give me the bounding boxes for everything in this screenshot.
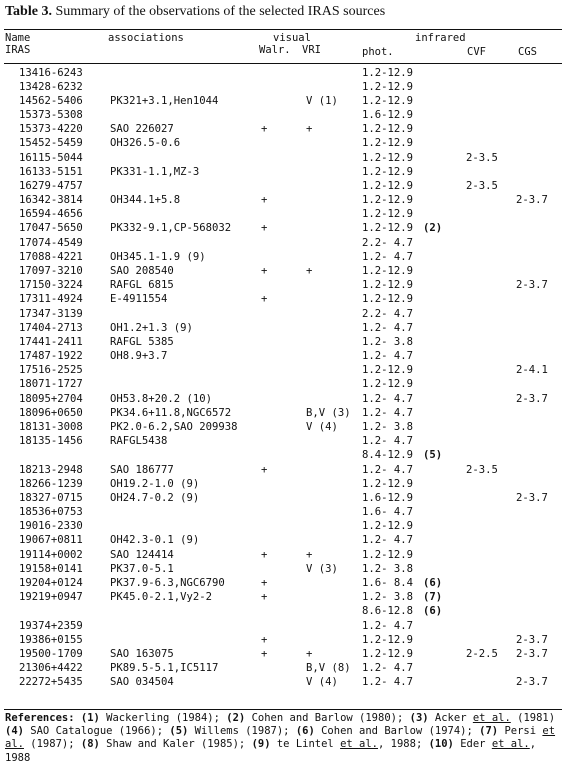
cell-assoc: PK2.0-6.2,SAO 209938: [110, 421, 238, 433]
cell-iras: 17441-2411: [19, 335, 83, 348]
cell-phot: 1.2-12.9: [362, 647, 414, 660]
cell-assoc: SAO 163075: [110, 647, 174, 660]
table-row: [0, 620, 570, 634]
cell-walr: +: [261, 463, 268, 476]
cell-vri: B,V (8): [306, 662, 351, 675]
cell-note: (6): [423, 605, 443, 618]
cell-phot: 1.2-12.9: [362, 66, 414, 79]
table-row: [0, 676, 570, 690]
table-row: [0, 265, 570, 279]
reference-number: (7): [479, 725, 499, 738]
cell-phot: 1.2- 4.7: [362, 534, 414, 547]
cell-cgs: 2-3.7: [516, 279, 548, 292]
cell-iras: 15373-5308: [19, 109, 83, 122]
cell-iras: 13416-6243: [19, 66, 83, 79]
cell-iras: 19386+0155: [19, 633, 83, 646]
cell-cgs: 2-3.7: [516, 392, 548, 405]
table-row: [0, 279, 570, 293]
cell-note: (2): [423, 222, 443, 235]
cell-walr: +: [261, 265, 268, 278]
cell-walr: +: [261, 222, 268, 235]
table-row: [0, 123, 570, 137]
cell-iras: 17097-3210: [19, 265, 83, 278]
cell-iras: 16279-4757: [19, 179, 83, 192]
reference-number: (2): [226, 712, 246, 724]
cell-cgs: 2-3.7: [516, 633, 548, 646]
cell-iras: 18095+2704: [19, 392, 83, 405]
cell-iras: 15452-5459: [19, 137, 83, 150]
table-row: [0, 563, 570, 577]
cell-iras: 19374+2359: [19, 619, 83, 632]
cell-phot: 1.2- 3.8: [362, 421, 414, 433]
reference-text: et al.: [472, 712, 511, 724]
reference-number: (1): [80, 712, 100, 724]
cell-vri: +: [306, 647, 313, 660]
cell-cvf: 2-2.5: [466, 647, 498, 660]
reference-text: et al.: [491, 738, 530, 751]
cell-iras: 17074-4549: [19, 236, 83, 249]
cell-phot: 1.2- 4.7: [362, 406, 414, 419]
cell-cvf: 2-3.5: [466, 179, 498, 192]
cell-phot: 1.2-12.9: [362, 364, 414, 377]
reference-number: (4): [5, 725, 24, 738]
table-row: [0, 549, 570, 563]
cell-assoc: SAO 034504: [110, 676, 174, 689]
cell-iras: 16115-5044: [19, 151, 83, 164]
cell-phot: 1.2-12.9: [362, 279, 414, 292]
cell-assoc: PK331-1.1,MZ-3: [110, 165, 200, 178]
cell-phot: 1.2- 3.8: [362, 335, 414, 348]
cell-phot: 1.6-12.9: [362, 109, 414, 122]
reference-text: Wackerling (1984);: [99, 712, 227, 724]
cell-iras: 17487-1922: [19, 350, 83, 363]
table-row: [0, 194, 570, 208]
table-row: [0, 166, 570, 180]
cell-phot: 1.2-12.9: [362, 80, 414, 93]
cell-assoc: OH1.2+1.3 (9): [110, 321, 193, 334]
cell-phot: 1.2- 4.7: [362, 321, 414, 334]
cell-phot: 1.2- 4.7: [362, 662, 414, 675]
cell-vri: V (4): [306, 421, 338, 433]
cell-phot: 8.4-12.9: [362, 449, 414, 462]
cell-vri: V (4): [306, 676, 338, 689]
header-cvf: CVF: [467, 46, 486, 58]
cell-iras: 18096+0650: [19, 406, 83, 419]
cell-iras: 19016-2330: [19, 520, 83, 533]
cell-iras: 17404-2713: [19, 321, 83, 334]
table-row: [0, 137, 570, 151]
cell-phot: 2.2- 4.7: [362, 307, 414, 320]
table-row: [0, 421, 570, 435]
cell-iras: 18266-1239: [19, 477, 83, 490]
reference-text: te Lintel: [270, 738, 341, 751]
cell-iras: 21306+4422: [19, 662, 83, 675]
table-row: [0, 364, 570, 378]
cell-phot: 1.6- 8.4: [362, 576, 414, 589]
cell-assoc: OH53.8+20.2 (10): [110, 392, 213, 405]
cell-phot: 1.2- 4.7: [362, 676, 414, 689]
cell-vri: V (3): [306, 562, 338, 575]
table-row: [0, 237, 570, 251]
cell-vri: V (1): [306, 94, 338, 107]
cell-iras: 18071-1727: [19, 378, 83, 391]
cell-walr: +: [261, 647, 268, 660]
cell-assoc: SAO 186777: [110, 463, 174, 476]
top-rule: [4, 29, 562, 30]
cell-iras: 17516-2525: [19, 364, 83, 377]
cell-iras: 17150-3224: [19, 279, 83, 292]
table-row: [0, 152, 570, 166]
header-visual: visual: [273, 32, 311, 44]
cell-phot: 1.2-12.9: [362, 520, 414, 533]
cell-iras: 19204+0124: [19, 576, 83, 589]
cell-phot: 1.2-12.9: [362, 123, 414, 136]
cell-walr: +: [261, 293, 268, 306]
cell-cgs: 2-3.7: [516, 491, 548, 504]
table-row: [0, 634, 570, 648]
table-row: [0, 534, 570, 548]
cell-iras: 14562-5406: [19, 94, 83, 107]
cell-assoc: OH42.3-0.1 (9): [110, 534, 200, 547]
cell-assoc: PK37.0-5.1: [110, 562, 174, 575]
cell-phot: 1.2-12.9: [362, 208, 414, 221]
cell-iras: 19500-1709: [19, 647, 83, 660]
references-text: [5, 712, 555, 764]
cell-phot: 1.6- 4.7: [362, 506, 414, 519]
table-row: [0, 478, 570, 492]
cell-assoc: PK332-9.1,CP-568032: [110, 222, 232, 235]
table-row: [0, 208, 570, 222]
cell-iras: 13428-6232: [19, 80, 83, 93]
cell-phot: 1.2- 4.7: [362, 350, 414, 363]
table-caption: [5, 4, 385, 20]
header-associations: associations: [108, 32, 184, 44]
reference-text: , 1988: [5, 738, 537, 764]
cell-note: (7): [423, 591, 443, 604]
reference-text: Cohen and Barlow (1974);: [314, 725, 480, 738]
cell-iras: 19114+0002: [19, 548, 83, 561]
table-row: [0, 109, 570, 123]
cell-phot: 1.2-12.9: [362, 265, 414, 278]
cell-iras: 17347-3139: [19, 307, 83, 320]
cell-iras: 17311-4924: [19, 293, 83, 306]
reference-text: (1987);: [23, 738, 81, 751]
cell-assoc: SAO 226027: [110, 123, 174, 136]
references: [5, 712, 561, 765]
table-row: [0, 293, 570, 307]
reference-text: Eder: [453, 738, 492, 751]
cell-phot: 1.2-12.9: [362, 633, 414, 646]
table-row: [0, 577, 570, 591]
reference-text: Persi: [498, 725, 543, 738]
cell-assoc: PK321+3.1,Hen1044: [110, 94, 219, 107]
cell-cvf: 2-3.5: [466, 151, 498, 164]
cell-iras: 18135-1456: [19, 435, 83, 448]
cell-cgs: 2-3.7: [516, 676, 548, 689]
reference-number: (10): [428, 738, 454, 751]
cell-assoc: OH24.7-0.2 (9): [110, 491, 200, 504]
cell-vri: +: [306, 548, 313, 561]
cell-phot: 1.2-12.9: [362, 151, 414, 164]
cell-phot: 1.2- 3.8: [362, 591, 414, 604]
cell-cgs: 2-4.1: [516, 364, 548, 377]
cell-iras: 18213-2948: [19, 463, 83, 476]
cell-assoc: RAFGL5438: [110, 435, 168, 448]
cell-phot: 1.2- 4.7: [362, 435, 414, 448]
cell-phot: 1.2-12.9: [362, 94, 414, 107]
reference-text: et al.: [5, 725, 556, 751]
table-row: [0, 251, 570, 265]
cell-phot: 2.2- 4.7: [362, 236, 414, 249]
table-label: Table 3.: [5, 4, 52, 19]
cell-assoc: PK34.6+11.8,NGC6572: [110, 406, 232, 419]
cell-phot: 1.2-12.9: [362, 137, 414, 150]
cell-iras: 16594-4656: [19, 208, 83, 221]
table-row: [0, 336, 570, 350]
reference-text: et al.: [340, 738, 379, 751]
cell-assoc: PK37.9-6.3,NGC6790: [110, 576, 225, 589]
table-row: [0, 464, 570, 478]
cell-walr: +: [261, 194, 268, 207]
cell-iras: 19219+0947: [19, 591, 83, 604]
cell-walr: +: [261, 548, 268, 561]
cell-assoc: RAFGL 5385: [110, 335, 174, 348]
header-rule: [4, 63, 562, 64]
cell-phot: 1.2- 4.7: [362, 392, 414, 405]
cell-phot: 1.6-12.9: [362, 491, 414, 504]
reference-number: (9): [251, 738, 271, 751]
table-row: [0, 662, 570, 676]
cell-iras: 17047-5650: [19, 222, 83, 235]
cell-cgs: 2-3.7: [516, 647, 548, 660]
table-title: Summary of the observations of the selected IRAS sources: [51, 4, 386, 19]
header-cgs: CGS: [518, 46, 537, 58]
references-label: References:: [5, 712, 75, 724]
cell-assoc: OH19.2-1.0 (9): [110, 477, 200, 490]
cell-walr: +: [261, 576, 268, 589]
reference-text: Shaw and Kaler (1985);: [99, 738, 252, 751]
reference-number: (5): [169, 725, 189, 738]
table-row: [0, 407, 570, 421]
cell-vri: +: [306, 265, 313, 278]
cell-assoc: SAO 124414: [110, 548, 174, 561]
cell-iras: 16342-3814: [19, 194, 83, 207]
cell-walr: +: [261, 633, 268, 646]
header-name: Name: [5, 32, 31, 44]
cell-assoc: PK45.0-2.1,Vy2-2: [110, 591, 213, 604]
cell-assoc: PK89.5-5.1,IC5117: [110, 662, 219, 675]
table-row: [0, 520, 570, 534]
cell-iras: 15373-4220: [19, 123, 83, 136]
reference-number: (6): [295, 725, 315, 738]
cell-phot: 1.2-12.9: [362, 165, 414, 178]
cell-note: (6): [423, 576, 443, 589]
cell-iras: 18536+0753: [19, 506, 83, 519]
cell-phot: 1.2-12.9: [362, 378, 414, 391]
table-row: [0, 67, 570, 81]
cell-phot: 1.2-12.9: [362, 477, 414, 490]
header-iras: IRAS: [5, 44, 31, 56]
table-row: [0, 393, 570, 407]
table-row: [0, 308, 570, 322]
cell-iras: 17088-4221: [19, 250, 83, 263]
table-row: [0, 591, 570, 605]
cell-iras: 19067+0811: [19, 534, 83, 547]
cell-phot: 1.2- 3.8: [362, 562, 414, 575]
cell-phot: 1.2- 4.7: [362, 619, 414, 632]
cell-walr: +: [261, 123, 268, 136]
cell-assoc: OH326.5-0.6: [110, 137, 181, 150]
reference-text: , 1988;: [378, 738, 429, 751]
cell-phot: 1.2-12.9: [362, 293, 414, 306]
cell-walr: +: [261, 591, 268, 604]
cell-assoc: E-4911554: [110, 293, 168, 306]
cell-iras: 22272+5435: [19, 676, 83, 689]
table-row: [0, 180, 570, 194]
table-row: [0, 506, 570, 520]
header-walr: Walr.: [259, 44, 291, 56]
cell-phot: 1.2-12.9: [362, 548, 414, 561]
reference-text: (1981): [510, 712, 556, 724]
table-row: [0, 435, 570, 449]
header-phot: phot.: [362, 46, 394, 58]
cell-vri: B,V (3): [306, 406, 351, 419]
cell-assoc: OH344.1+5.8: [110, 194, 181, 207]
reference-text: SAO Catalogue (1966);: [23, 725, 170, 738]
table-row: [0, 222, 570, 236]
table-row: [0, 378, 570, 392]
table-row: [0, 492, 570, 506]
cell-assoc: OH8.9+3.7: [110, 350, 168, 363]
cell-assoc: RAFGL 6815: [110, 279, 174, 292]
header-vri: VRI: [302, 44, 321, 56]
reference-text: Acker: [428, 712, 473, 724]
reference-text: Willems (1987);: [188, 725, 296, 738]
table-row: [0, 95, 570, 109]
cell-phot: 8.6-12.8: [362, 605, 414, 618]
cell-cgs: 2-3.7: [516, 194, 548, 207]
cell-assoc: SAO 208540: [110, 265, 174, 278]
bottom-rule: [4, 709, 562, 710]
cell-iras: 19158+0141: [19, 562, 83, 575]
cell-iras: 16133-5151: [19, 165, 83, 178]
cell-phot: 1.2-12.9: [362, 222, 414, 235]
cell-phot: 1.2-12.9: [362, 194, 414, 207]
cell-vri: +: [306, 123, 313, 136]
reference-text: Cohen and Barlow (1980);: [245, 712, 410, 724]
cell-cvf: 2-3.5: [466, 463, 498, 476]
header-infrared: infrared: [415, 32, 466, 44]
table-row: [0, 648, 570, 662]
cell-phot: 1.2-12.9: [362, 179, 414, 192]
cell-phot: 1.2- 4.7: [362, 463, 414, 476]
table-row: [0, 322, 570, 336]
cell-assoc: OH345.1-1.9 (9): [110, 250, 206, 263]
cell-iras: 18131-3008: [19, 421, 83, 433]
table-row: [0, 81, 570, 95]
cell-iras: 18327-0715: [19, 491, 83, 504]
table-row: [0, 350, 570, 364]
reference-number: (8): [80, 738, 100, 751]
cell-phot: 1.2- 4.7: [362, 250, 414, 263]
reference-number: (3): [409, 712, 429, 724]
cell-note: (5): [423, 449, 443, 462]
table-row: [0, 605, 570, 619]
table-row: [0, 449, 570, 463]
